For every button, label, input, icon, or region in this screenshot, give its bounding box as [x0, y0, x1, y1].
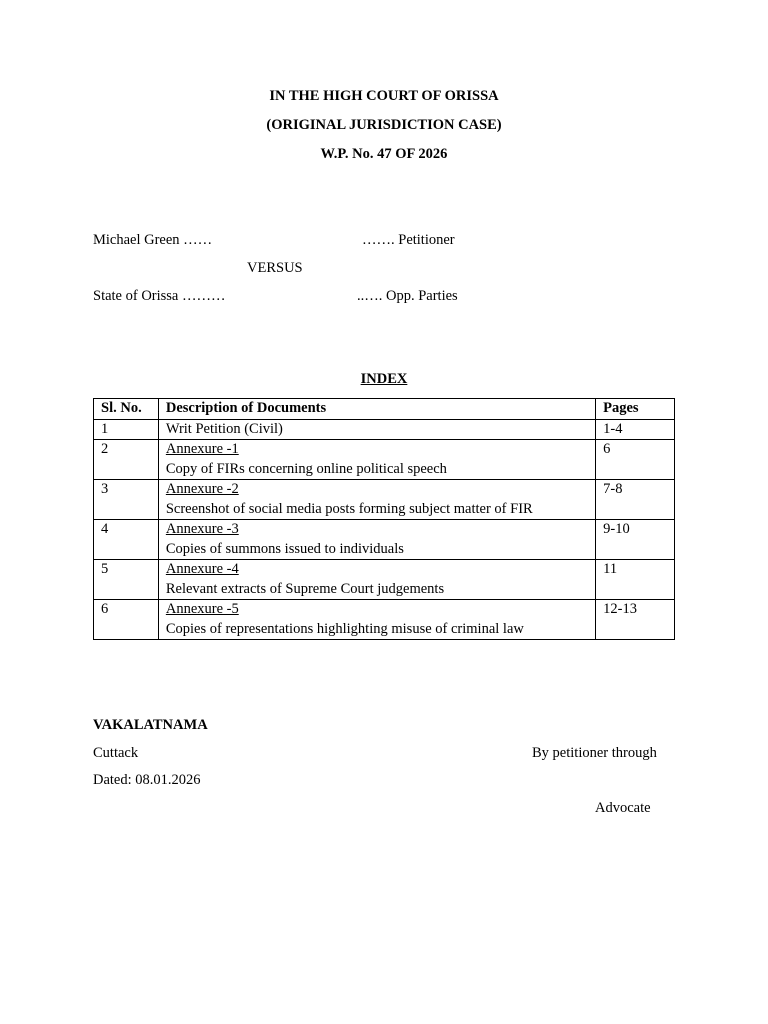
- row-description: [158, 600, 595, 640]
- document-description: Relevant extracts of Supreme Court judgements: [165, 580, 445, 597]
- respondent-name: State of Orissa ………: [93, 288, 226, 304]
- advocate-label: Advocate: [595, 800, 651, 816]
- row-pages: 9-10: [596, 520, 675, 560]
- index-table: [93, 398, 675, 640]
- row-pages: 6: [596, 440, 675, 480]
- row-sl-no: 2: [94, 440, 159, 480]
- annexure-label: Annexure -4: [165, 561, 239, 577]
- date-label: Dated: 08.01.2026: [93, 772, 201, 788]
- by-petitioner-label: By petitioner through: [532, 745, 657, 761]
- header-pages: Pages: [596, 399, 675, 420]
- case-number: W.P. No. 47 OF 2026: [320, 146, 448, 162]
- vakalatnama-heading: VAKALATNAMA: [93, 717, 208, 733]
- jurisdiction-title: (ORIGINAL JURISDICTION CASE): [266, 117, 502, 133]
- table-row: [94, 520, 675, 560]
- index-heading: INDEX: [360, 371, 408, 387]
- respondent-role: ..…. Opp. Parties: [357, 288, 458, 304]
- header-sl-no: Sl. No.: [94, 399, 159, 420]
- place-label: Cuttack: [93, 745, 139, 761]
- table-row: [94, 560, 675, 600]
- versus-label: VERSUS: [247, 260, 303, 276]
- row-sl-no: 4: [94, 520, 159, 560]
- annexure-label: Annexure -3: [165, 521, 239, 537]
- petitioner-name: Michael Green ……: [93, 232, 213, 248]
- document-description: Screenshot of social media posts forming subject matter of FIR: [165, 500, 533, 517]
- header-description: Description of Documents: [158, 399, 595, 420]
- row-pages: 7-8: [596, 480, 675, 520]
- petitioner-role: ……. Petitioner: [362, 232, 455, 248]
- document-description: Copy of FIRs concerning online political speech: [165, 460, 447, 477]
- annexure-label: Annexure -2: [165, 481, 239, 497]
- court-title: IN THE HIGH COURT OF ORISSA: [269, 88, 499, 104]
- row-sl-no: 3: [94, 480, 159, 520]
- table-row: [94, 419, 675, 440]
- annexure-label: Annexure -5: [165, 601, 239, 617]
- row-sl-no: 1: [94, 419, 159, 440]
- row-description: [158, 560, 595, 600]
- annexure-label: Annexure -1: [165, 441, 239, 457]
- table-row: [94, 440, 675, 480]
- index-header-row: [94, 399, 675, 420]
- table-row: [94, 600, 675, 640]
- row-pages: 12-13: [596, 600, 675, 640]
- row-description: [158, 520, 595, 560]
- row-description: [158, 419, 595, 440]
- document-description: Copies of representations highlighting misuse of criminal law: [165, 620, 524, 637]
- document-description: Copies of summons issued to individuals: [165, 540, 404, 557]
- table-row: [94, 480, 675, 520]
- row-description: [158, 440, 595, 480]
- row-pages: 1-4: [596, 419, 675, 440]
- document-description: Writ Petition (Civil): [165, 420, 283, 437]
- row-pages: 11: [596, 560, 675, 600]
- row-sl-no: 5: [94, 560, 159, 600]
- row-sl-no: 6: [94, 600, 159, 640]
- row-description: [158, 480, 595, 520]
